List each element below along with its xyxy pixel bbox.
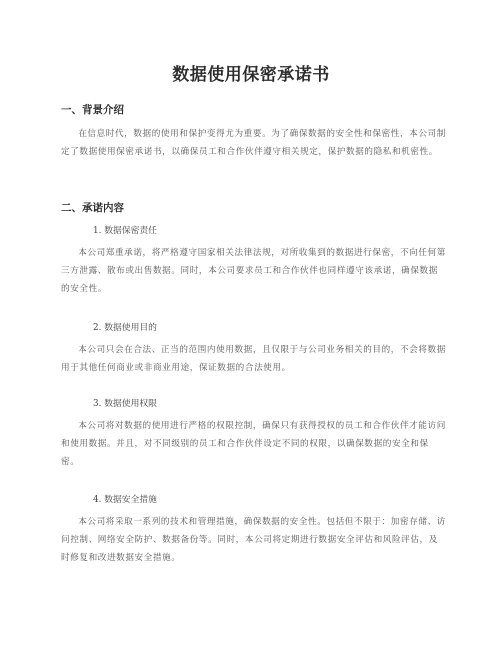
- item-heading-usage-purpose: 2. 数据使用目的: [93, 323, 157, 333]
- item-heading-security-measures: 4. 数据安全措施: [93, 495, 157, 505]
- section-heading-background: 一、背景介绍: [61, 104, 124, 116]
- item-heading-confidentiality: 1. 数据保密责任: [93, 226, 157, 236]
- paragraph-usage-purpose: 本公司只会在合法、正当的范围内使用数据，且仅限于与公司业务相关的目的，不会将数据用于其他任何商业或非商业用途，保证数据的合法使用。: [61, 345, 446, 373]
- paragraph-background: 在信息时代，数据的使用和保护变得尤为重要。为了确保数据的安全性和保密性，本公司制定了数据使用保密承诺书，以确保员工和合作伙伴遵守相关规定，保护数据的隐私和机密性。: [61, 129, 446, 157]
- section-heading-commitments: 二、承诺内容: [61, 202, 124, 214]
- paragraph-confidentiality: 本公司郑重承诺，将严格遵守国家相关法律法规，对所收集到的数据进行保密，不向任何第三方泄露、散布或出售数据。同时，本公司要求员工和合作伙伴也同样遵守该承诺，确保数据的安全性。: [61, 248, 446, 294]
- paragraph-access-rights: 本公司将对数据的使用进行严格的权限控制，确保只有获得授权的员工和合作伙伴才能访问和使用数据。并且，对不同级别的员工和合作伙伴设定不同的权限，以确保数据的安全和保密。: [61, 421, 446, 467]
- paragraph-security-measures: 本公司将采取一系列的技术和管理措施，确保数据的安全性。包括但不限于：加密存储、访问控制、网络安全防护、数据备份等。同时，本公司将定期进行数据安全评估和风险评估，及时修复和改进数据安全措施。: [61, 517, 446, 563]
- item-heading-access-rights: 3. 数据使用权限: [93, 399, 157, 409]
- document-title: 数据使用保密承诺书: [172, 65, 330, 85]
